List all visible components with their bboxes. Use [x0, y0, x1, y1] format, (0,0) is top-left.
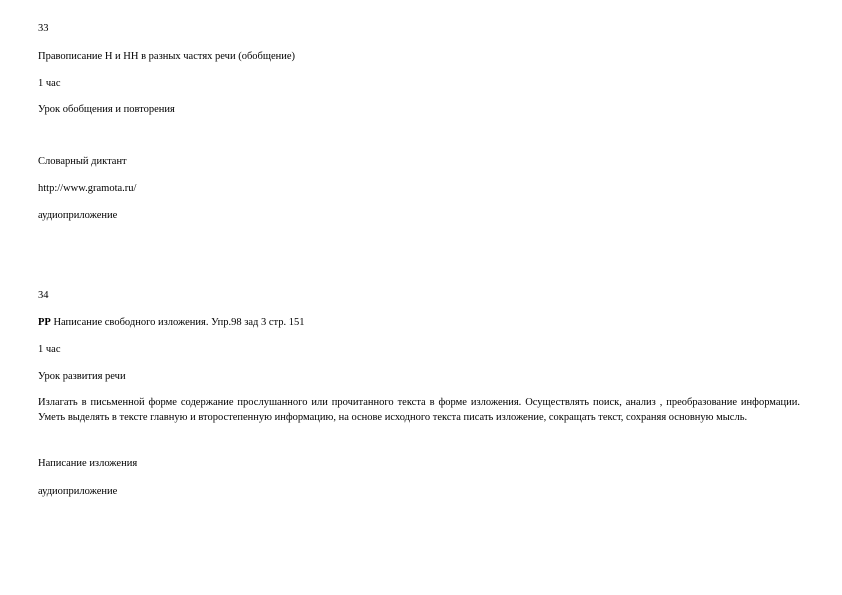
lesson-34-description: Излагать в письменной форме содержание прослушанного или прочитанного текста в форме изложения. Осуществлять поиск, анализ , преобразование информации. Уметь выделять в тексте главную и второстепенную информацию, на основе исходного текста писать изложение, сокращать текст, сохраняя основную мысль. — [38, 397, 800, 423]
lesson-33-number: 33 — [38, 23, 49, 34]
lesson-33-hours: 1 час — [38, 78, 61, 89]
lesson-34-hours: 1 час — [38, 344, 61, 355]
lesson-34-type: Урок развития речи — [38, 371, 126, 382]
lesson-34-title-prefix: РР — [38, 317, 51, 328]
lesson-34-media: аудиоприложение — [38, 486, 118, 497]
lesson-33-title: Правописание Н и НН в разных частях речи (обобщение) — [38, 51, 296, 62]
lesson-34-title-rest: Написание свободного изложения. Упр.98 зад 3 стр. 151 — [50, 317, 305, 328]
lesson-33-resource-link[interactable]: http://www.gramota.ru/ — [38, 183, 137, 194]
lesson-34-title — [38, 316, 304, 329]
lesson-33-type: Урок обобщения и повторения — [38, 104, 175, 115]
lesson-33-media: аудиоприложение — [38, 210, 118, 221]
lesson-34-activity: Написание изложения — [38, 458, 138, 469]
lesson-34-number: 34 — [38, 290, 49, 301]
lesson-33-activity: Словарный диктант — [38, 156, 127, 167]
